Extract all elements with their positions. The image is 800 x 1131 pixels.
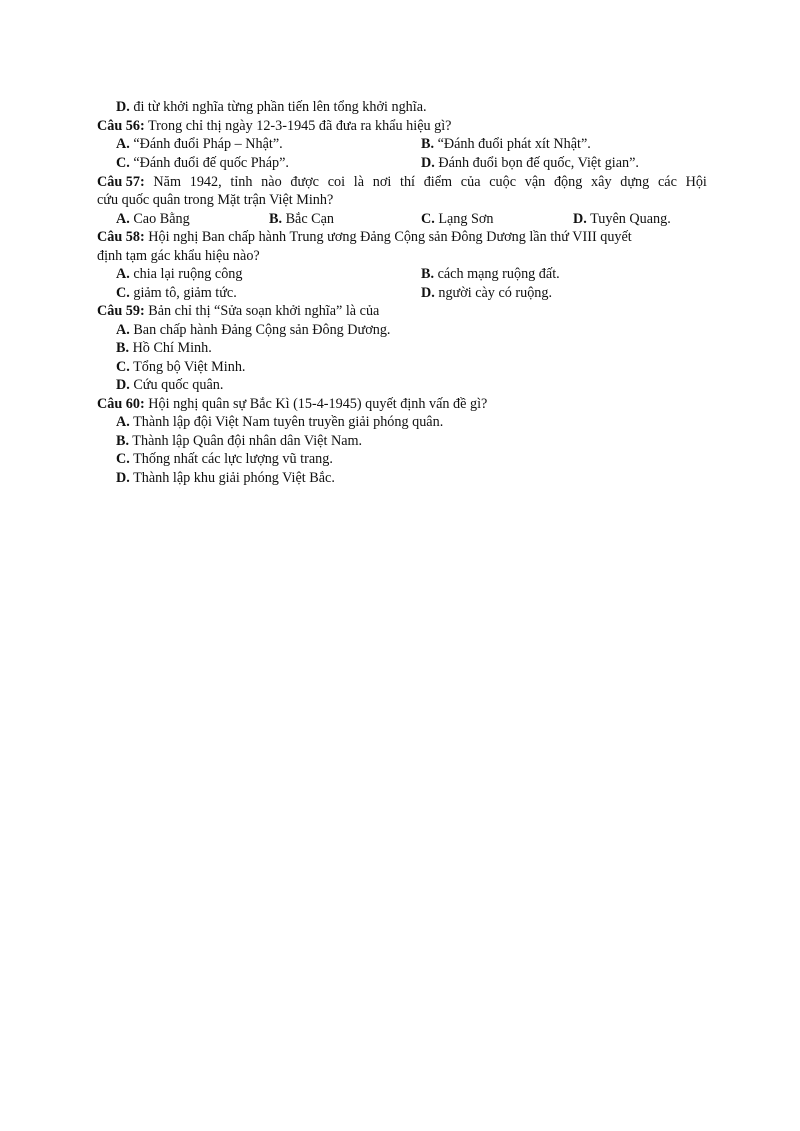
option-letter: D. xyxy=(421,285,435,301)
option-text: Cao Bằng xyxy=(129,211,190,227)
option-text: Thành lập khu giải phóng Việt Bắc. xyxy=(129,470,335,486)
option-letter: D. xyxy=(116,377,130,393)
question-word: coi xyxy=(327,174,346,190)
option-letter: A. xyxy=(116,211,130,227)
question-59 xyxy=(97,302,379,320)
question-text: Hội nghị Ban chấp hành Trung ương Đảng Cộng sản Đông Dương lần thứ VIII quyết xyxy=(144,229,632,245)
question-word: của xyxy=(460,174,481,190)
option-letter: B. xyxy=(116,433,130,449)
option-text: người cày có ruộng. xyxy=(434,285,553,301)
question-59-option-d xyxy=(116,376,223,394)
question-text: Bản chỉ thị “Sửa soạn khởi nghĩa” là của xyxy=(144,303,380,319)
option-letter: B. xyxy=(421,266,435,282)
question-59-option-a xyxy=(116,321,390,339)
option-letter: B. xyxy=(116,340,130,356)
option-letter: D. xyxy=(116,470,130,486)
question-58-option-a xyxy=(116,265,242,283)
question-59-option-c xyxy=(116,358,245,376)
question-label: Câu 59: xyxy=(97,303,145,319)
option-letter: A. xyxy=(116,136,130,152)
question-word: Năm xyxy=(153,174,182,190)
question-word: thí xyxy=(400,174,415,190)
option-text: Thành lập Quân đội nhân dân Việt Nam. xyxy=(129,433,363,449)
question-56-option-b xyxy=(421,135,591,153)
option-letter: C. xyxy=(116,285,130,301)
question-58 xyxy=(97,228,632,246)
option-letter: C. xyxy=(421,211,435,227)
question-word: tỉnh xyxy=(230,174,253,190)
option-letter: D. xyxy=(421,155,435,171)
option-text: cách mạng ruộng đất. xyxy=(434,266,560,282)
question-58-option-b xyxy=(421,265,560,283)
question-word: điểm xyxy=(423,174,453,190)
question-label: Câu 56: xyxy=(97,118,145,134)
option-letter: D. xyxy=(116,99,130,115)
question-word: vận xyxy=(524,174,546,190)
option-letter: B. xyxy=(269,211,283,227)
question-60-option-a xyxy=(116,413,443,431)
question-label: Câu 60: xyxy=(97,396,145,412)
question-57-line2 xyxy=(97,191,333,209)
option-text: Thành lập đội Việt Nam tuyên truyền giải phóng quân. xyxy=(129,414,444,430)
option-letter: C. xyxy=(116,451,130,467)
question-word: được xyxy=(290,174,319,190)
option-text: “Đánh đuổi phát xít Nhật”. xyxy=(434,136,591,152)
option-text: Đánh đuổi bọn đế quốc, Việt gian”. xyxy=(434,155,639,171)
question-56-option-a xyxy=(116,135,283,153)
question-text: cứu quốc quân trong Mặt trận Việt Minh? xyxy=(97,192,334,208)
question-text: định tạm gác khẩu hiệu nào? xyxy=(97,248,260,264)
question-word: động xyxy=(553,174,583,190)
question-60-option-b xyxy=(116,432,362,450)
option-letter: C. xyxy=(116,359,130,375)
option-text: Ban chấp hành Đảng Cộng sản Đông Dương. xyxy=(129,322,391,338)
question-word: Hội xyxy=(685,174,707,190)
option-letter: B. xyxy=(421,136,435,152)
question-57 xyxy=(97,173,707,191)
question-58-option-d xyxy=(421,284,552,302)
option-letter: D. xyxy=(573,211,587,227)
question-59-option-b xyxy=(116,339,212,357)
option-text: Bắc Cạn xyxy=(282,211,335,227)
option-text: Hồ Chí Minh. xyxy=(129,340,212,356)
option-text: Tổng bộ Việt Minh. xyxy=(129,359,246,375)
question-label: Câu 58: xyxy=(97,229,145,245)
question-word: cuộc xyxy=(489,174,517,190)
question-word: nào xyxy=(261,174,282,190)
question-57-option-d xyxy=(573,210,671,228)
question-word: 1942, xyxy=(189,174,222,190)
question-56-option-c xyxy=(116,154,289,172)
question-word: dựng xyxy=(620,174,650,190)
option-text: “Đánh đuổi đế quốc Pháp”. xyxy=(129,155,289,171)
question-56-option-d xyxy=(421,154,639,172)
option-text: đi từ khởi nghĩa từng phần tiến lên tổng khởi nghĩa. xyxy=(129,99,427,115)
question-label: Câu 57: xyxy=(97,174,145,190)
question-57-option-a xyxy=(116,210,190,228)
question-text: Trong chỉ thị ngày 12-3-1945 đã đưa ra khẩu hiệu gì? xyxy=(144,118,452,134)
option-text: Lạng Sơn xyxy=(434,211,494,227)
question-60-option-c xyxy=(116,450,333,468)
question-word: là xyxy=(353,174,365,190)
question-56 xyxy=(97,117,451,135)
option-letter: C. xyxy=(116,155,130,171)
option-text: chia lại ruộng công xyxy=(129,266,243,282)
option-text: “Đánh đuổi Pháp – Nhật”. xyxy=(129,136,283,152)
question-57-option-b xyxy=(269,210,334,228)
option-text: Cứu quốc quân. xyxy=(129,377,224,393)
option-text: Tuyên Quang. xyxy=(586,211,671,227)
option-letter: A. xyxy=(116,266,130,282)
option-text: Thống nhất các lực lượng vũ trang. xyxy=(129,451,333,467)
option-letter: A. xyxy=(116,414,130,430)
question-text: Hội nghị quân sự Bắc Kì (15-4-1945) quyết định vấn đề gì? xyxy=(144,396,488,412)
question-60-option-d xyxy=(116,469,335,487)
option-text: giảm tô, giảm tức. xyxy=(129,285,237,301)
question-58-option-c xyxy=(116,284,237,302)
question-60 xyxy=(97,395,487,413)
question-word: xây xyxy=(591,174,612,190)
option-letter: A. xyxy=(116,322,130,338)
question-word: các xyxy=(657,174,677,190)
question-57-option-c xyxy=(421,210,494,228)
question-58-line2 xyxy=(97,247,260,265)
question-word: nơi xyxy=(372,174,392,190)
option-d-prev xyxy=(116,98,427,116)
